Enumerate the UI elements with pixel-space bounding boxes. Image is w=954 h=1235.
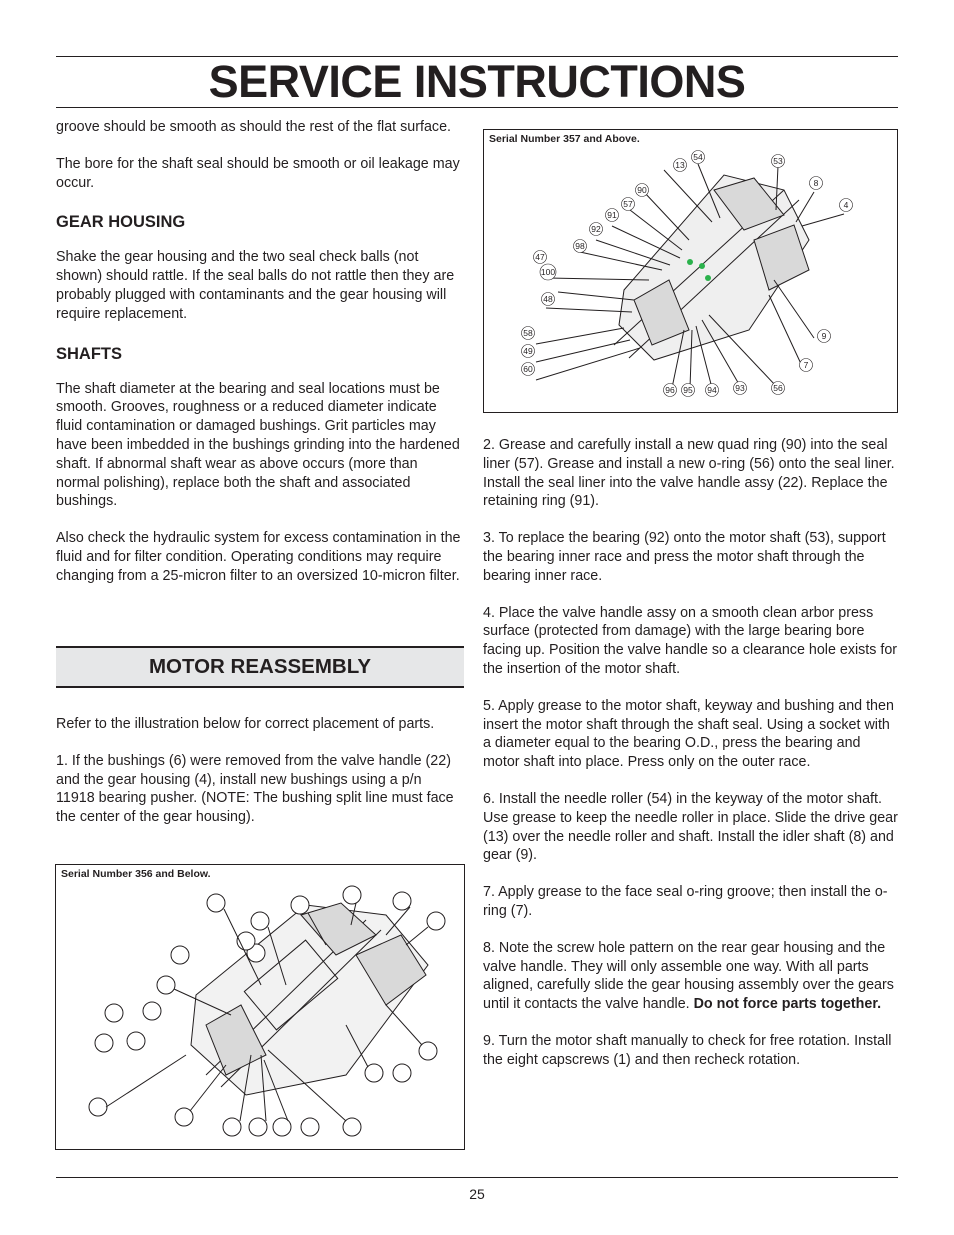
figure-caption: Serial Number 356 and Below. xyxy=(61,868,211,880)
part-callout-label: 91 xyxy=(607,210,617,220)
part-callout-label: 13 xyxy=(675,160,685,170)
part-callout-label: 53 xyxy=(773,156,783,166)
part-callout-label: 7 xyxy=(803,360,809,370)
part-callout-label: 96 xyxy=(665,385,675,395)
gear-housing-heading: GEAR HOUSING xyxy=(56,213,186,232)
paragraph: Refer to the illustration below for correct placement of parts. xyxy=(56,716,435,732)
page-number: 25 xyxy=(469,1186,485,1202)
paragraph: Shake the gear housing and the two seal check balls (not shown) should rattle. If the seal balls do not rattle then they are probably plugged with contaminants and the gear housing will require replacement. xyxy=(56,249,455,322)
part-callout-label: 92 xyxy=(591,224,601,234)
part-callout-label: 49 xyxy=(523,346,533,356)
left-column-lower xyxy=(56,715,464,827)
part-callout-label: 100 xyxy=(540,267,556,277)
part-callout-label: 60 xyxy=(523,364,533,374)
step-4: 4. Place the valve handle assy on a smooth clean arbor press surface (protected from damage) with the large bearing bore facing up. Position the valve handle so a clearance hole exists for the insertion of the motor shaft. xyxy=(483,604,898,677)
part-callout-label: 47 xyxy=(535,252,545,262)
paragraph: Also check the hydraulic system for excess contamination in the fluid and for filter condition. Operating conditions may require changing from a 25-micron filter to an oversized 10-micron filter. xyxy=(56,530,461,584)
step-5: 5. Apply grease to the motor shaft, keyway and bushing and then insert the motor shaft through the shaft seal. Using a socket with a diameter equal to the bearing O.D., press the bearing and motor shaft into place. Press only on the outer race. xyxy=(483,697,894,771)
step-8-text: 8. Note the screw hole pattern on the rear gear housing and the valve handle. They will only assemble one way. With all parts aligned, carefully slide the gear housing assembly over the gears until it contacts the valve handle. xyxy=(483,939,894,1013)
step-7: 7. Apply grease to the face seal o-ring groove; then install the o-ring (7). xyxy=(483,884,888,919)
title-rule xyxy=(56,107,898,108)
part-callout-label: 98 xyxy=(575,241,585,251)
figure-caption: Serial Number 357 and Above. xyxy=(489,133,640,145)
part-callout-label: 93 xyxy=(735,383,745,393)
part-callout-label: 9 xyxy=(821,331,827,341)
part-callout-label: 57 xyxy=(623,199,633,209)
part-callout-label: 94 xyxy=(707,385,717,395)
part-callout-label: 8 xyxy=(813,178,819,188)
step-9: 9. Turn the motor shaft manually to check for free rotation. Install the eight capscrews (1) and then recheck rotation. xyxy=(483,1032,892,1068)
step-6: 6. Install the needle roller (54) in the keyway of the motor shaft. Use grease to keep the needle roller in place. Slide the drive gear (13) over the needle roller and shaft. Install the idler shaft (8) and gear (9). xyxy=(483,790,898,864)
shafts-heading: SHAFTS xyxy=(56,344,122,363)
motor-cross-section-drawing xyxy=(56,865,464,1149)
part-callout-label: 95 xyxy=(683,385,693,395)
part-callout-label: 90 xyxy=(637,185,647,195)
motor-reassembly-heading: MOTOR REASSEMBLY xyxy=(56,646,464,688)
figure-serial-356 xyxy=(55,864,465,1150)
step-2: 2. Grease and carefully install a new quad ring (90) into the seal liner (57). Grease and install a new o-ring (56) onto the seal liner. Install the seal liner into the valve handle assy (22). Replace the retaining ring (91). xyxy=(483,437,895,510)
paragraph: The bore for the shaft seal should be smooth or oil leakage may occur. xyxy=(56,155,460,191)
figure-serial-357 xyxy=(483,129,898,413)
page-title: SERVICE INSTRUCTIONS xyxy=(208,56,746,107)
right-column xyxy=(483,436,898,1070)
paragraph: groove should be smooth as should the rest of the flat surface. xyxy=(56,119,451,135)
footer-rule xyxy=(56,1177,898,1178)
part-callout-label: 48 xyxy=(543,294,553,304)
step-8-warning: Do not force parts together. xyxy=(693,996,882,1013)
step-8 xyxy=(483,939,898,1014)
part-callout-label: 4 xyxy=(843,200,849,210)
step-3: 3. To replace the bearing (92) onto the motor shaft (53), support the bearing inner race and press the motor shaft through the bearing inner race. xyxy=(483,530,886,584)
step-1: 1. If the bushings (6) were removed from the valve handle (22) and the gear housing (4), install new bushings using a p/n 11918 bearing pusher. (NOTE: The bushing split line must face the center of the gear housing). xyxy=(56,752,454,826)
left-column xyxy=(56,118,464,586)
part-callout-label: 58 xyxy=(523,328,533,338)
paragraph: The shaft diameter at the bearing and seal locations must be smooth. Grooves, roughness or a reduced diameter indicate fluid contamination or damaged bushings. Grit particles may have been imbedded in the bushings grinding into the hardened shaft. If abnormal shaft wear as above occurs (more than normal polishing), replace both the shaft and associated bushings. xyxy=(56,380,460,510)
part-callout-label: 54 xyxy=(693,152,703,162)
part-callout-label: 56 xyxy=(773,383,783,393)
motor-cross-section-drawing xyxy=(484,130,897,412)
